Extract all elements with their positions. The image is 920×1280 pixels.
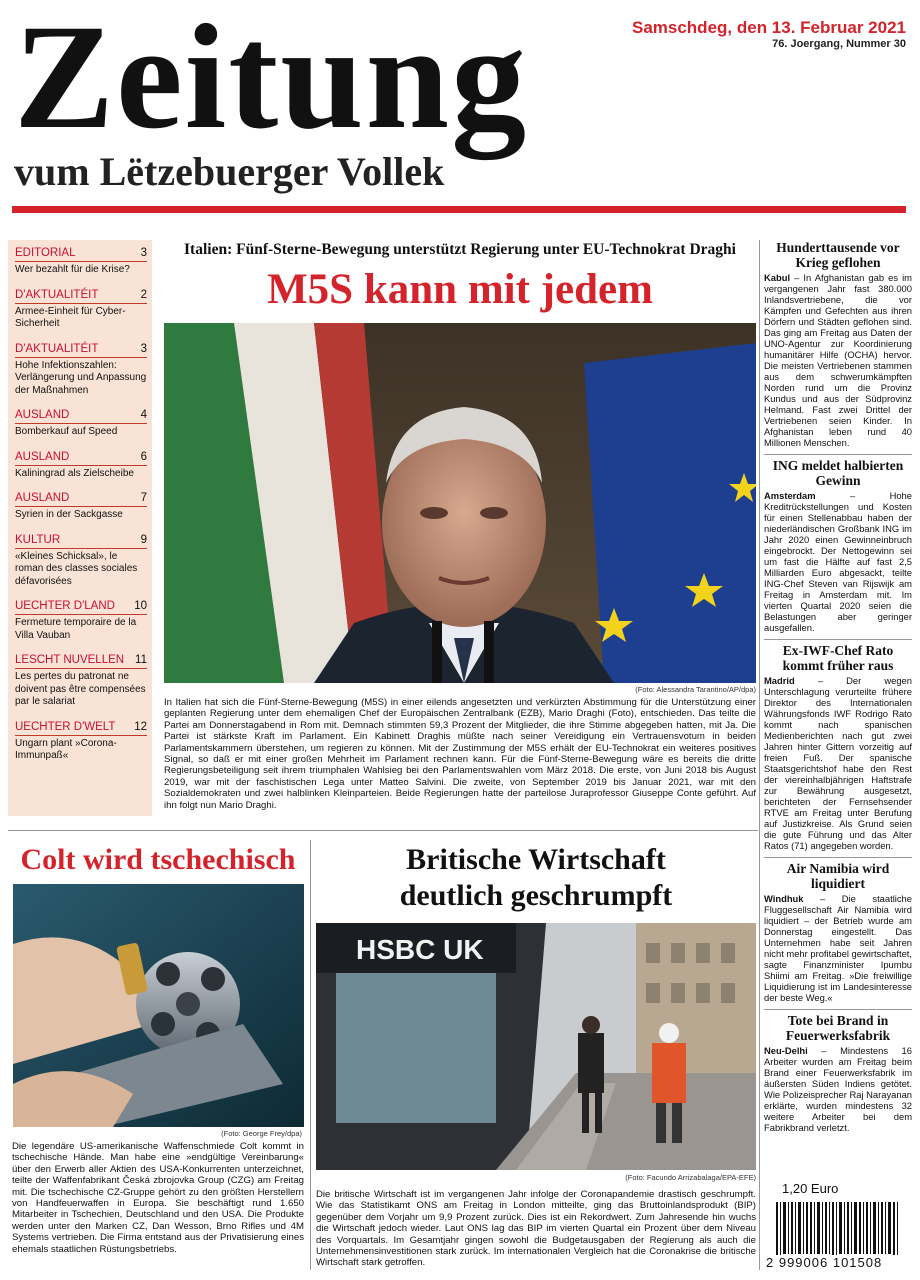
uk-headline[interactable] (316, 842, 756, 914)
colt-photo-credit: (Foto: George Frey/dpa) (221, 1129, 302, 1138)
index-text: Ungarn plant »Corona-Immunpaß« (15, 737, 117, 761)
column-rule (310, 840, 311, 1270)
masthead-title: Zeitung (14, 0, 529, 160)
brief-dateline: Amsterdam (764, 490, 816, 501)
cover-price: 1,20 Euro (782, 1181, 839, 1196)
index-text: Les pertes du patronat ne doivent pas être compensées par le salariat (15, 671, 146, 707)
brief-dateline: Kabul (764, 272, 791, 283)
brief-body: Windhuk – Die staatliche Fluggesellschaft Air Namibia wird liquidiert – der Betrieb wurde am Donnerstag eingestellt. Das Unternehmen habe seit Jahren nicht mehr profitabel gewirtschaftet, sagte Finanzminister Ipumbu Shiimi am Freitag. »Die freiwillige Liquidierung ist im Landesinteresse der beste Weg.« (764, 893, 912, 1003)
brief-item (764, 458, 912, 633)
index-page: 9 (140, 533, 147, 546)
index-section: D'AKTUALITÉIT (15, 288, 99, 301)
brief-headline[interactable]: ING meldet halbierten Gewinn (772, 458, 904, 488)
barcode-number: 2 999006 101508 (766, 1255, 912, 1270)
lead-kicker: Italien: Fünf-Sterne-Bewegung unterstützt Regierung unter EU-Technokrat Draghi (184, 241, 736, 258)
index-entry[interactable] (15, 720, 147, 763)
index-page: 12 (134, 720, 147, 733)
column-rule (759, 240, 760, 1270)
issue-date: Samschdeg, den 13. Februar 2021 (631, 18, 906, 37)
uk-headline-line2: deutlich geschrumpft (399, 879, 673, 912)
index-section: EDITORIAL (15, 247, 76, 259)
index-entry[interactable] (15, 408, 147, 439)
colt-photo (13, 884, 304, 1127)
index-page: 6 (140, 450, 147, 463)
index-page: 7 (140, 492, 147, 504)
index-page: 10 (134, 600, 147, 612)
uk-photo (316, 923, 756, 1170)
uk-headline-line1: Britische Wirtschaft (406, 843, 666, 876)
lead-photo (164, 323, 756, 683)
brief-text: Die staatliche Fluggesellschaft Air Namibia wird liquidiert – der Betrieb wurde am Donnerstag eingestellt. Das Unternehmen habe seit Jahren nicht mehr profitabel gewirtschaftet, sagte Finanzminister Ipumbu Shiimi am Freitag. »Die freiwillige Liquidierung ist im Landesinteresse der beste Weg.« (764, 893, 912, 1003)
colt-body: Die legendäre US-amerikanische Waffenschmiede Colt kommt in tschechische Hände. Man habe eine »endgültige Vereinbarung« über den Erwerb aller Aktien des USA-Konkurrenten unterzeichnet, teilte der Waffenfabrikant Česká zbrojovka Group (CZG) am Freitag mit. Die tschechische CZ-Gruppe gehört zu den größten Herstellern von Handfeuerwaffen in Europa. Sie beschäftigt rund 1.650 Mitarbeiter in Tschechien, Deutschland und den USA. Die Produkte werden unter den Marken CZ, Dan Wesson, Brno Rifles und 4M Systems vertrieben. Die Firma entstand aus der Privatisierung eines ehemals staatlichen Rüstungsbetriebs. (12, 1141, 304, 1255)
index-entry[interactable] (15, 599, 147, 642)
issue-number: 76. Joergang, Nummer 30 (772, 38, 906, 50)
index-page: 4 (140, 409, 147, 421)
index-entry[interactable] (15, 246, 147, 277)
index-section: UECHTER D'WELT (15, 720, 116, 733)
brief-divider (764, 857, 912, 858)
brief-text: In Afghanistan gab es im vergangenen Jahr fast 380.000 Inlandsvertriebene, die vor Kämpfen und Gefechten aus ihren Dörfern und Städten geflohen sind. Das ging am Freitag aus Daten der UNO-Agentur zur Koordinierung humanitärer Hilfe (OCHA) hervor. Die meisten Vertriebenen stammen aus dem schwerumkämpften Norden rund um die Provinz Kundus und aus der Südprovinz Helmand. Fast zwei Drittel der Vertriebenen seien Kinder. In Afghanistan leben rund 40 Millionen Menschen. (764, 272, 912, 448)
brief-dateline: Neu-Delhi (764, 1045, 808, 1056)
brief-divider (764, 454, 912, 455)
index-section: LESCHT NUVELLEN (15, 654, 125, 666)
index-page: 3 (140, 342, 147, 355)
index-page: 3 (140, 247, 147, 259)
brief-item (764, 240, 912, 448)
uk-body: Die britische Wirtschaft ist im vergangenen Jahr infolge der Coronapandemie drastisch geschrumpft. Wie das Statistikamt ONS am Freitag in London mitteilte, ging das Bruttoinlandsprodukt (BIP) gegenüber dem Vorjahr um 9,9 Prozent zurück. Dies ist ein Rekordwert. Zum Jahresende hin wuchs die Wirtschaft jedoch wieder. Laut ONS lag das BIP im vierten Quartal ein Prozent über dem Niveau des Vorquartals. Im Gesamtjahr gingen sowohl die Budgetausgaben der Regierung als auch die Unternehmensinvestitionen stark zurück. Im internationalen Vergleich hat die Coronakrise die britische Wirtschaft stark getroffen. (316, 1189, 756, 1269)
lead-photo-credit: (Foto: Alessandra Tarantino/AP/dpa) (635, 685, 756, 694)
index-page: 11 (135, 654, 147, 666)
brief-item (764, 861, 912, 1003)
index-section: AUSLAND (15, 450, 70, 463)
index-text: Hohe Infektionszahlen: Verlängerung und Anpassung der Maßnahmen (15, 359, 147, 396)
index-section: AUSLAND (15, 492, 70, 504)
brief-text: Hohe Kreditrückstellungen und Kosten für einen Stellenabbau haben der niederländischen Großbank ING im Jahr 2020 einen Gewinneinbruch eingebrockt. Der Nettogewinn sei um fast die Hälfte auf fast 2,5 Milliarden Euro abgesackt, teilte ING-Chef Steven van Rijswijk am Freitag in Amsterdam mit. Im vierten Quartal 2020 seien die Belastungen aber geringer ausgefallen. (764, 490, 912, 633)
index-text: Syrien in der Sackgasse (15, 509, 123, 520)
index-entry[interactable] (15, 533, 147, 589)
brief-body: Kabul – In Afghanistan gab es im vergangenen Jahr fast 380.000 Inlandsvertriebene, die vor Kämpfen und Gefechten aus ihren Dörfern und Städten geflohen sind. Das ging am Freitag aus Daten der UNO-Agentur zur Koordinierung humanitärer Hilfe (OCHA) hervor. Die meisten Vertriebenen stammen aus dem schwerumkämpften Norden rund um die Provinz Kundus und aus der Südprovinz Helmand. Fast zwei Drittel der Vertriebenen seien Kinder. In Afghanistan leben rund 40 Millionen Menschen. (764, 272, 912, 448)
brief-body: Madrid – Der wegen Unterschlagung verurteilte frühere Direktor des Internationalen Währungsfonds IWF Rodrigo Rato kommt nach spanischen Medienberichten nach gut zwei Jahren hinter Gittern vorzeitig auf freien Fuß. Der spanische Staatsgerichtshof habe den Rest der viereinhalbjährigen Haftstrafe zur Bewährung ausgesetzt, berichteten der Fernsehsender RTVE am Freitag unter Berufung auf Justizkreise. Als Grund seien die gute Führung und das Alter Ratos (71) angegeben worden. (764, 675, 912, 851)
brief-dateline: Windhuk (764, 893, 804, 904)
index-entry[interactable] (15, 491, 147, 522)
brief-body: Neu-Delhi – Mindestens 16 Arbeiter wurden am Freitag beim Brand einer Feuerwerksfabrik im äußersten Süden Indiens getötet. Wie Polizeisprecher Raj Narayanan erklärte, wurden mindestens 32 weitere Arbeiter bei dem Fabrikbrand verletzt. (764, 1045, 912, 1133)
brief-item (764, 1013, 912, 1133)
index-text: Fermeture temporaire de la Villa Vauban (15, 617, 137, 641)
index-entry[interactable] (15, 288, 147, 331)
brief-headline[interactable]: Tote bei Brand in Feuerwerksfabrik (785, 1013, 891, 1043)
brief-headline[interactable]: Air Namibia wird liquidiert (786, 861, 890, 891)
index-section: UECHTER D'LAND (15, 600, 115, 612)
index-section: AUSLAND (15, 409, 70, 421)
brief-headline[interactable]: Hunderttausende vor Krieg geflohen (776, 240, 900, 270)
index-page: 2 (140, 288, 147, 301)
bank-sign: HSBC UK (356, 934, 484, 965)
lead-headline[interactable]: M5S kann mit jedem (267, 266, 653, 313)
brief-headline[interactable]: Ex-IWF-Chef Rato kommt früher raus (782, 643, 894, 673)
colt-headline[interactable]: Colt wird tschechisch (20, 843, 296, 876)
index-entry[interactable] (15, 450, 147, 481)
index-section: KULTUR (15, 533, 61, 546)
brief-text: Der wegen Unterschlagung verurteilte frühere Direktor des Internationalen Währungsfonds IWF Rodrigo Rato kommt nach spanischen Medienberichten nach gut zwei Jahren hinter Gittern vorzeitig auf freien Fuß. Der spanische Staatsgerichtshof habe den Rest der viereinhalbjährigen Haftstrafe zur Bewährung ausgesetzt, berichteten der Fernsehsender RTVE am Freitag unter Berufung auf Justizkreise. Als Grund seien die gute Führung und das Alter Ratos (71) angegeben worden. (764, 675, 912, 851)
brief-body: Amsterdam – Hohe Kreditrückstellungen und Kosten für einen Stellenabbau haben der niederländischen Großbank ING im Jahr 2020 einen Gewinneinbruch eingebrockt. Der Nettogewinn sei um fast die Hälfte auf fast 2,5 Milliarden Euro abgesackt, teilte ING-Chef Steven van Rijswijk am Freitag in Amsterdam mit. Im vierten Quartal 2020 seien die Belastungen aber geringer ausgefallen. (764, 490, 912, 633)
brief-dateline: Madrid (764, 675, 795, 686)
masthead-subtitle: vum Lëtzebuerger Vollek (14, 149, 445, 194)
section-rule (8, 830, 758, 831)
index-text: «Kleines Schicksal», le roman des classes sociales défavorisées (15, 550, 138, 587)
news-briefs (764, 240, 912, 1139)
index-entry[interactable] (15, 342, 147, 398)
masthead-rule (12, 206, 906, 213)
index-section: D'AKTUALITÉIT (15, 342, 99, 355)
brief-text: Mindestens 16 Arbeiter wurden am Freitag beim Brand einer Feuerwerksfabrik im äußersten Süden Indiens getötet. Wie Polizeisprecher Raj Narayanan erklärte, wurden mindestens 32 weitere Arbeiter bei dem Fabrikbrand verletzt. (764, 1045, 912, 1133)
uk-photo-credit: (Foto: Facundo Arrizabalaga/EPA-EFE) (625, 1173, 756, 1182)
index-text: Bomberkauf auf Speed (15, 426, 118, 437)
brief-divider (764, 1009, 912, 1010)
index-entry[interactable] (15, 653, 147, 709)
contents-index (8, 240, 152, 816)
index-text: Kaliningrad als Zielscheibe (15, 467, 134, 479)
index-text: Wer bezahlt für die Krise? (15, 264, 130, 275)
brief-divider (764, 639, 912, 640)
lead-body: In Italien hat sich die Fünf-Sterne-Bewegung (M5S) in einer eilends angesetzten und verkürzten Abstimmung für die Unterstützung einer geplanten Regierung unter dem ehemaligen Chef der Europäischen Zentralbank (EZB), Mario Draghi (Foto), entschieden. Das teilte die Partei am Donnerstagabend in Rom mit. Demnach stimmten 59,3 Prozent der Mitglieder, die ihre Stimme abgegeben hatten, mit Ja. Die Partei ist stärkste Kraft im Parlament. Ein Kabinett Draghis müßte nach seiner Vereidigung ein Vertrauensvotum in beiden Parlamentskammern überstehen, um regieren zu können. Mit der Zustimmung der M5S erhält der EU-Technokrat ein weiteres positives Signal, so daß er mit einer großen Mehrheit im Parlament rechnen kann. Für die Fünf-Sterne-Bewegung wäre es bereits die dritte Regierungsbeteiligung seit ihrem triumphalen Wahlsieg bei den Parlamentswahlen vom März 2018. Die erste, von Juni 2018 bis August 2019, war mit der faschistischen Lega unter Matteo Salvini. Die zweite, von September 2019 bis Januar 2021, war mit den Sozialdemokraten und zwei halblinken Kleinparteien. Beide Regierungen hatte der parteilose Juraprofessor Giuseppe Conte geführt. Auf ihn folgt nun Mario Draghi. (164, 697, 756, 811)
brief-item (764, 643, 912, 851)
index-text: Armee-Einheit für Cyber-Sicherheit (15, 305, 126, 329)
